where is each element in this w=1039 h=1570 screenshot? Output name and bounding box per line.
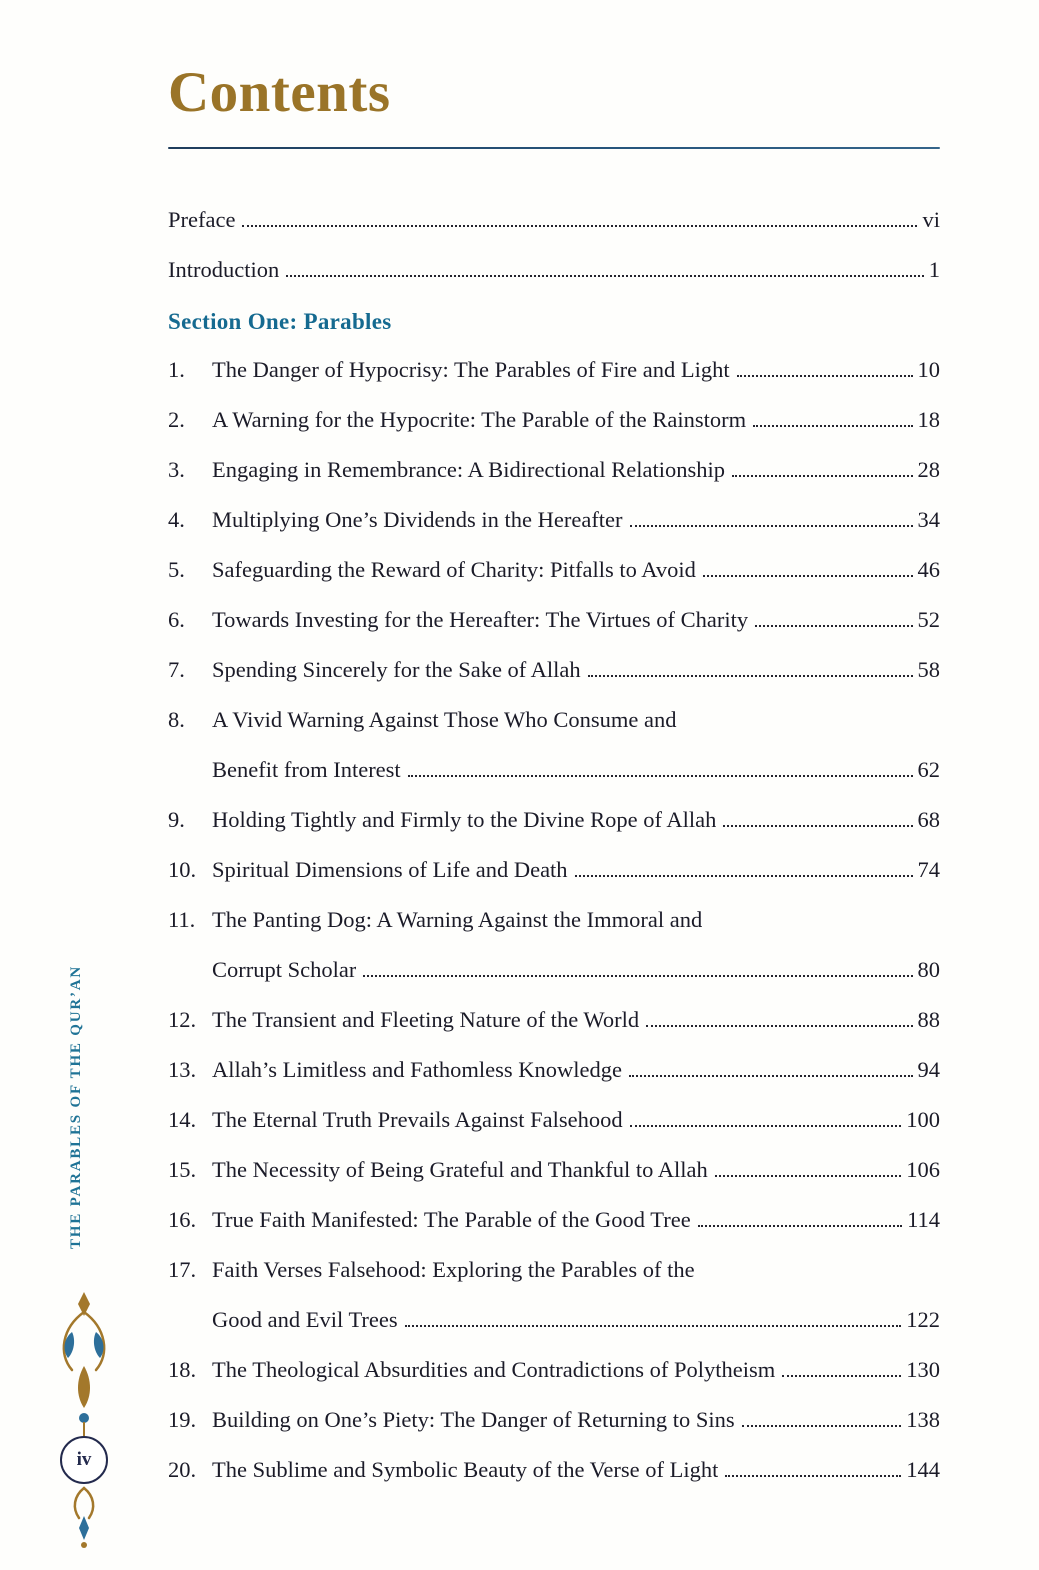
toc-line — [168, 1043, 940, 1093]
entry-label: Engaging in Remembrance: A Bidirectional Relationship — [212, 456, 726, 482]
entry-page-number: 122 — [906, 1306, 940, 1332]
entry-label: Towards Investing for the Hereafter: The Virtues of Charity — [212, 606, 749, 632]
dot-leader — [286, 274, 924, 277]
toc-line — [168, 1443, 940, 1493]
entry-label: Allah’s Limitless and Fathomless Knowledge — [212, 1056, 622, 1082]
toc-entry — [168, 1043, 940, 1093]
toc-line — [168, 793, 940, 843]
dot-leader — [698, 1224, 902, 1227]
entry-page-number: 138 — [906, 1406, 940, 1432]
dot-leader — [742, 1424, 902, 1427]
entry-page-number: 80 — [917, 956, 940, 982]
toc-line — [168, 1093, 940, 1143]
entry-label-continued: Good and Evil Trees — [212, 1306, 398, 1332]
entry-number: 12. — [168, 1006, 197, 1032]
entry-page-number: 1 — [928, 256, 940, 282]
dot-leader — [363, 974, 912, 977]
toc-entry — [168, 1343, 940, 1393]
toc-entry — [168, 593, 940, 643]
entry-label: Introduction — [168, 256, 280, 282]
page-number: iv — [76, 1449, 92, 1470]
entry-label: The Theological Absurdities and Contradictions of Polytheism — [212, 1356, 776, 1382]
dot-leader — [629, 1074, 913, 1077]
toc-entry — [168, 843, 940, 893]
entry-label-continued: Corrupt Scholar — [212, 956, 357, 982]
entry-number: 2. — [168, 406, 185, 432]
ornament-decoration — [46, 1288, 122, 1548]
entry-page-number: 34 — [917, 506, 940, 532]
entry-page-number: 52 — [917, 606, 940, 632]
dot-leader — [732, 474, 912, 477]
toc-line — [168, 193, 940, 243]
entry-page-number: 62 — [917, 756, 940, 782]
toc-line — [168, 693, 940, 743]
toc-line — [168, 843, 940, 893]
toc-entry — [168, 1143, 940, 1193]
toc-entry — [168, 1093, 940, 1143]
entry-label: True Faith Manifested: The Parable of the Good Tree — [212, 1206, 691, 1232]
toc-entry — [168, 343, 940, 393]
entry-page-number: 88 — [917, 1006, 940, 1032]
toc-entry — [168, 243, 940, 293]
dot-leader — [737, 374, 913, 377]
entry-label: The Danger of Hypocrisy: The Parables of Fire and Light — [212, 356, 730, 382]
entry-label-continued: Benefit from Interest — [212, 756, 401, 782]
entry-number: 3. — [168, 456, 185, 482]
toc-line — [168, 1193, 940, 1243]
entry-page-number: 100 — [906, 1106, 940, 1132]
entry-number: 8. — [168, 706, 185, 732]
toc-entry — [168, 393, 940, 443]
toc-entry — [168, 193, 940, 243]
entry-label: The Transient and Fleeting Nature of the World — [212, 1006, 640, 1032]
entry-number: 11. — [168, 906, 196, 932]
toc-entry — [168, 1443, 940, 1493]
entry-page-number: 106 — [906, 1156, 940, 1182]
toc-entries — [168, 343, 940, 1493]
entry-number: 17. — [168, 1256, 197, 1282]
entry-page-number: 94 — [917, 1056, 940, 1082]
entry-number: 18. — [168, 1356, 197, 1382]
entry-number: 15. — [168, 1156, 197, 1182]
section-heading: Section One: Parables — [168, 308, 392, 334]
dot-leader — [725, 1474, 901, 1477]
arabesque-ornament-graphic — [46, 1288, 122, 1548]
dot-leader — [405, 1324, 902, 1327]
entry-label: Building on One’s Piety: The Danger of Returning to Sins — [212, 1406, 735, 1432]
entry-number: 13. — [168, 1056, 197, 1082]
toc-entry — [168, 443, 940, 493]
entry-page-number: 74 — [917, 856, 940, 882]
toc-line — [168, 443, 940, 493]
entry-label: Spiritual Dimensions of Life and Death — [212, 856, 568, 882]
toc-entry — [168, 1393, 940, 1443]
entry-label: Multiplying One’s Dividends in the Hereafter — [212, 506, 623, 532]
front-matter-list — [168, 193, 940, 293]
entry-number: 6. — [168, 606, 185, 632]
entry-page-number: 28 — [917, 456, 940, 482]
toc-entry — [168, 893, 940, 993]
toc-content — [168, 62, 940, 1493]
toc-entry — [168, 543, 940, 593]
entry-page-number: 68 — [917, 806, 940, 832]
entry-label: Preface — [168, 206, 236, 232]
entry-page-number: 46 — [917, 556, 940, 582]
toc-line — [168, 593, 940, 643]
toc-entry — [168, 1243, 940, 1343]
entry-number: 16. — [168, 1206, 197, 1232]
toc-entry — [168, 643, 940, 693]
dot-leader — [242, 224, 917, 227]
toc-line — [168, 1243, 940, 1293]
entry-number: 9. — [168, 806, 185, 832]
entry-number: 19. — [168, 1406, 197, 1432]
toc-line — [168, 893, 940, 943]
entry-number: 5. — [168, 556, 185, 582]
dot-leader — [715, 1174, 902, 1177]
dot-leader — [630, 1124, 902, 1127]
entry-page-number: 18 — [917, 406, 940, 432]
page-number-badge — [60, 1436, 108, 1484]
toc-line — [168, 493, 940, 543]
entry-label: The Panting Dog: A Warning Against the Immoral and — [212, 906, 703, 932]
entry-number: 10. — [168, 856, 197, 882]
entry-number: 1. — [168, 356, 185, 382]
dot-leader — [588, 674, 913, 677]
toc-entry — [168, 493, 940, 543]
toc-line — [168, 743, 940, 793]
dot-leader — [408, 774, 913, 777]
dot-leader — [703, 574, 913, 577]
entry-label: A Warning for the Hypocrite: The Parable of the Rainstorm — [212, 406, 747, 432]
dot-leader — [753, 424, 912, 427]
toc-line — [168, 393, 940, 443]
dot-leader — [782, 1374, 901, 1377]
dot-leader — [723, 824, 912, 827]
entry-page-number: 130 — [906, 1356, 940, 1382]
toc-line — [168, 943, 940, 993]
page-title: Contents — [168, 61, 391, 124]
entry-label: Spending Sincerely for the Sake of Allah — [212, 656, 581, 682]
toc-line — [168, 343, 940, 393]
entry-number: 4. — [168, 506, 185, 532]
entry-page-number: vi — [922, 206, 940, 232]
entry-label: The Sublime and Symbolic Beauty of the Verse of Light — [212, 1456, 719, 1482]
entry-number: 7. — [168, 656, 185, 682]
toc-line — [168, 643, 940, 693]
toc-entry — [168, 1193, 940, 1243]
entry-page-number: 10 — [917, 356, 940, 382]
entry-label: The Necessity of Being Grateful and Thankful to Allah — [212, 1156, 708, 1182]
toc-line — [168, 243, 940, 293]
toc-line — [168, 1143, 940, 1193]
entry-page-number: 114 — [907, 1206, 940, 1232]
toc-line — [168, 543, 940, 593]
entry-number: 20. — [168, 1456, 197, 1482]
toc-line — [168, 1393, 940, 1443]
toc-entry — [168, 793, 940, 843]
entry-label: A Vivid Warning Against Those Who Consume and — [212, 706, 677, 732]
title-rule — [168, 147, 940, 149]
toc-line — [168, 1343, 940, 1393]
dot-leader — [646, 1024, 912, 1027]
toc-line — [168, 993, 940, 1043]
dot-leader — [630, 524, 913, 527]
toc-entry — [168, 693, 940, 793]
entry-number: 14. — [168, 1106, 197, 1132]
entry-label: The Eternal Truth Prevails Against Falsehood — [212, 1106, 623, 1132]
entry-label: Holding Tightly and Firmly to the Divine Rope of Allah — [212, 806, 717, 832]
sidebar-book-title: THE PARABLES OF THE QUR’AN — [68, 964, 84, 1250]
toc-line — [168, 1293, 940, 1343]
dot-leader — [755, 624, 912, 627]
dot-leader — [575, 874, 913, 877]
entry-page-number: 58 — [917, 656, 940, 682]
entry-label: Safeguarding the Reward of Charity: Pitfalls to Avoid — [212, 556, 696, 582]
entry-label: Faith Verses Falsehood: Exploring the Parables of the — [212, 1256, 695, 1282]
toc-entry — [168, 993, 940, 1043]
entry-page-number: 144 — [906, 1456, 940, 1482]
